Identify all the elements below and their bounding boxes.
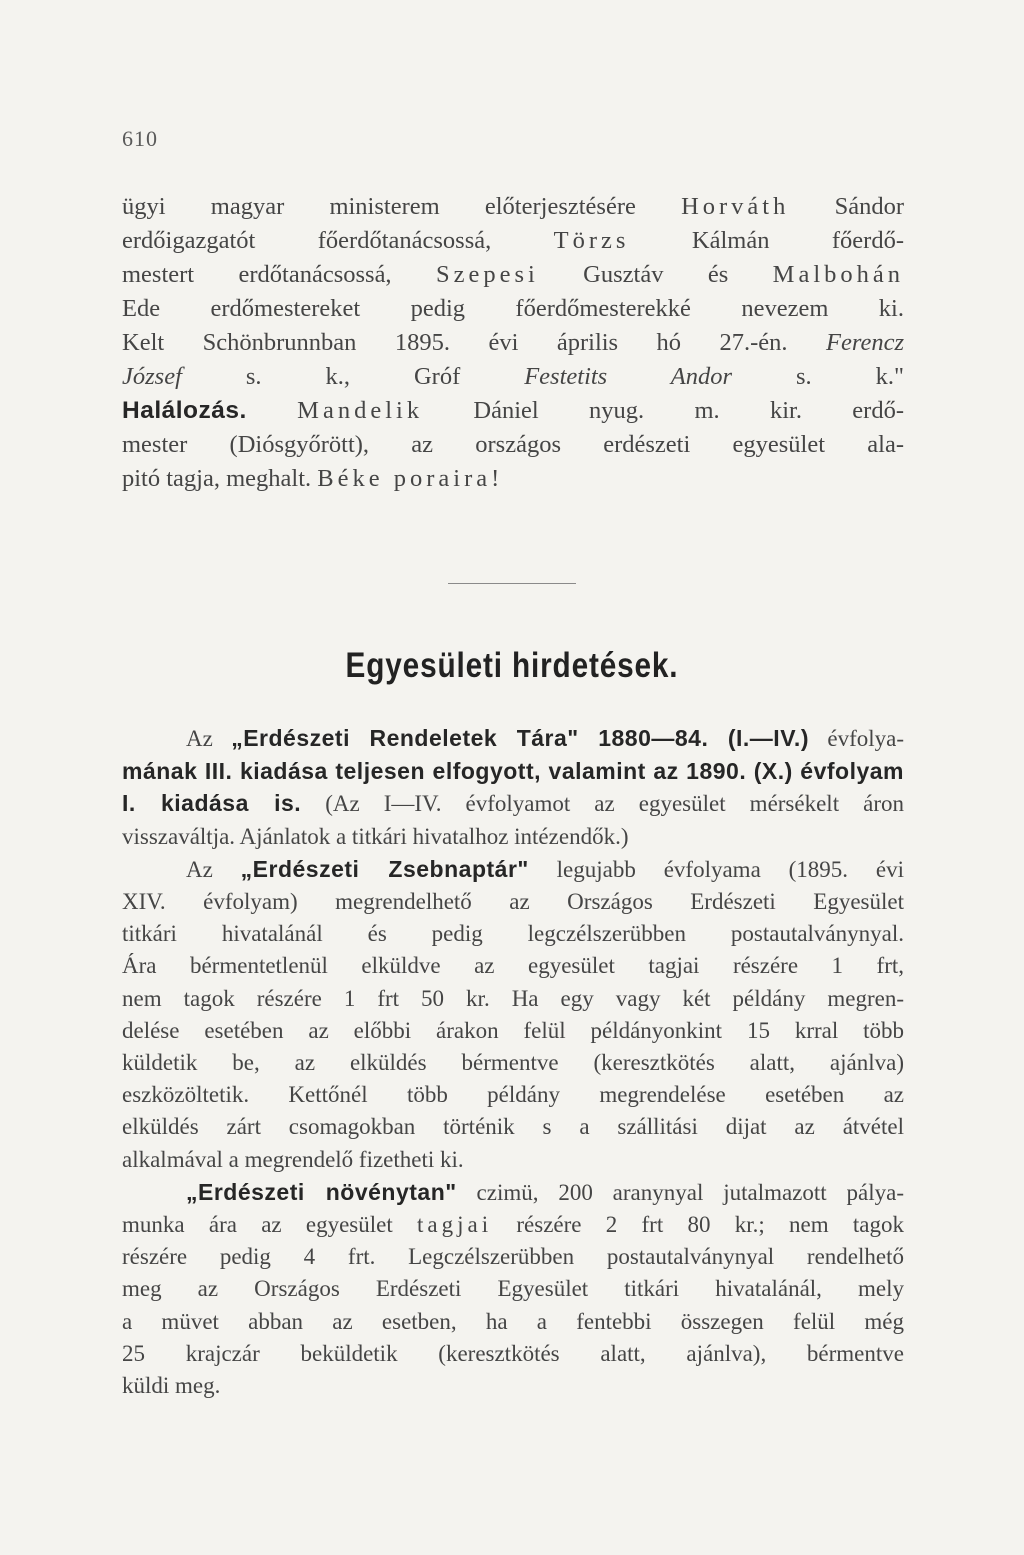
text-line: I. kiadása is. (Az I—IV. évfolyamot az egyesület mérsékelt áron [122, 790, 905, 817]
text-line: „Erdészeti növénytan" czimü, 200 aranynyal jutalmazott pálya- [186, 1178, 904, 1205]
text-line: munka ára az egyesület tagjai részére 2 frt 80 kr.; nem tagok [122, 1212, 904, 1238]
text-line: József s. k., Gróf Festetits Andor s. k." [122, 363, 904, 390]
text-line: Az „Erdészeti Zsebnaptár" legujabb évfolyama (1895. évi [186, 855, 904, 882]
text-line: visszaváltja. Ajánlatok a titkári hivatalhoz intézendők.) [122, 823, 629, 849]
section-heading: Egyesületi hirdetések. [345, 646, 679, 685]
text-line: delése esetében az előbbi árakon felül példányonkint 15 krral több [122, 1017, 904, 1043]
text-line: elküldés zárt csomagokban történik s a szállitási dijat az átvétel [122, 1114, 904, 1140]
text-line: mestert erdőtanácsossá, Szepesi Gusztáv és Malbohán [122, 261, 904, 288]
text-line: erdőigazgatót főerdőtanácsossá, Törzs Kálmán főerdő- [122, 227, 904, 254]
text-line: küldetik be, az elküldés bérmentve (keresztkötés alatt, ajánlva) [122, 1050, 904, 1076]
text-line: Ára bérmentetlenül elküldve az egyesület tagjai részére 1 frt, [122, 953, 904, 979]
text-line: XIV. évfolyam) megrendelhető az Országos Erdészeti Egyesület [122, 889, 904, 915]
text-line: eszközöltetik. Kettőnél több példány megrendelése esetében az [122, 1082, 904, 1108]
text-line: a müvet abban az esetben, ha a fentebbi összegen felül még [122, 1308, 904, 1334]
text-line: meg az Országos Erdészeti Egyesület titkári hivatalánál, mely [122, 1276, 904, 1302]
text-line: Halálozás. Mandelik Dániel nyug. m. kir. erdő- [122, 397, 904, 424]
text-line: Ede erdőmestereket pedig főerdőmesterekké nevezem ki. [122, 295, 904, 322]
announcements [122, 722, 904, 1402]
text-line: mának III. kiadása teljesen elfogyott, valamint az 1890. (X.) évfolyam [122, 758, 904, 785]
text-line: pitó tagja, meghalt. Béke poraira! [122, 465, 504, 492]
text-line: alkalmával a megrendelő fizetheti ki. [122, 1146, 464, 1172]
section-label-halalozas: Halálozás. [122, 397, 247, 424]
page-number: 610 [122, 126, 158, 151]
text-line: Kelt Schönbrunnban 1895. évi április hó 27.-én. Ferencz [122, 329, 904, 356]
text-line: küldi meg. [122, 1373, 221, 1399]
text-line: ügyi magyar ministerem előterjesztésére Horváth Sándor [122, 193, 904, 220]
text-line: 25 krajczár beküldetik (keresztkötés alatt, ajánlva), bérmentve [122, 1340, 904, 1366]
text-line: nem tagok részére 1 frt 50 kr. Ha egy vagy két példány megren- [122, 985, 904, 1011]
text-line: titkári hivatalánál és pedig legczélszerübben postautalványnyal. [122, 921, 904, 947]
decree-paragraph [122, 190, 904, 496]
text-line: részére pedig 4 frt. Legczélszerübben postautalványnyal rendelhető [122, 1244, 904, 1270]
section-divider [448, 583, 576, 584]
text-line: Az „Erdészeti Rendeletek Tára" 1880—84. (I.—IV.) évfolya- [186, 725, 904, 751]
text-line: mester (Diósgyőrött), az országos erdészeti egyesület ala- [122, 431, 904, 458]
